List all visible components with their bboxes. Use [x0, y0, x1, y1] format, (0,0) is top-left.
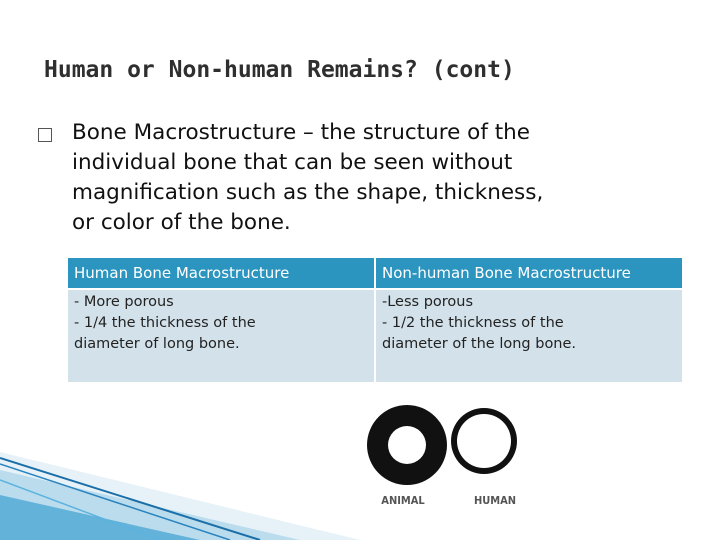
cell-line: diameter of long bone. — [74, 336, 240, 352]
cell-line: - 1/2 the thickness of the — [382, 315, 564, 331]
animal-bone-ring — [367, 405, 447, 485]
table-cell-human — [67, 289, 375, 383]
table-cell-nonhuman — [375, 289, 683, 383]
table-header-nonhuman: Non-human Bone Macrostructure — [375, 257, 683, 289]
cell-line: - More porous — [74, 294, 174, 310]
table-header-human: Human Bone Macrostructure — [67, 257, 375, 289]
cell-line: diameter of the long bone. — [382, 336, 577, 352]
table-header-row — [67, 257, 683, 289]
human-bone-ring — [451, 408, 517, 474]
bullet-paragraph — [38, 118, 678, 238]
bullet-line: Bone Macrostructure – the structure of the — [72, 120, 531, 145]
slide-title: Human or Non-human Remains? (cont) — [44, 57, 515, 83]
table-row — [67, 289, 683, 383]
cell-line: - 1/4 the thickness of the — [74, 315, 256, 331]
bone-cross-section-figure — [355, 396, 535, 516]
decorative-swoosh — [0, 440, 360, 540]
animal-label: ANIMAL — [381, 494, 425, 507]
box-bullet-icon — [38, 128, 52, 142]
bullet-line: magnification such as the shape, thickness, — [72, 180, 544, 205]
comparison-table — [66, 256, 684, 384]
human-label: HUMAN — [473, 494, 517, 507]
bullet-line: or color of the bone. — [72, 210, 291, 235]
cell-line: -Less porous — [382, 294, 474, 310]
bullet-line: individual bone that can be seen without — [72, 150, 513, 175]
